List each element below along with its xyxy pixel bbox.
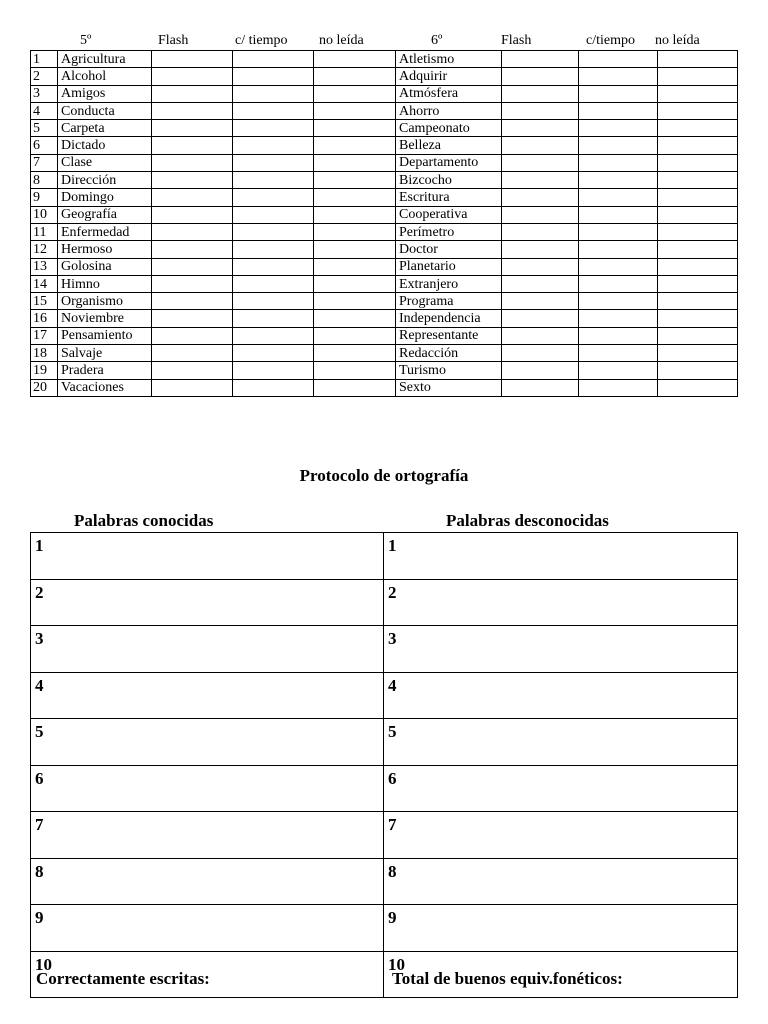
word-list-body [31, 51, 738, 397]
table-row [31, 310, 738, 327]
flash-cell-6[interactable] [502, 223, 579, 240]
word-grade-5: Golosina [58, 258, 152, 275]
row-number: 1 [31, 51, 58, 68]
unknown-word-cell[interactable]: 9 [384, 905, 738, 952]
word-grade-5: Domingo [58, 189, 152, 206]
unread-cell-5[interactable] [314, 379, 396, 396]
timed-cell-5[interactable] [233, 189, 314, 206]
protocol-body [31, 533, 738, 998]
row-number: 6 [31, 137, 58, 154]
word-grade-6: Sexto [396, 379, 502, 396]
unread-cell-5[interactable] [314, 172, 396, 189]
known-word-cell[interactable]: 1 [31, 533, 384, 580]
word-grade-6: Escritura [396, 189, 502, 206]
unread-cell-5[interactable] [314, 345, 396, 362]
word-grade-5: Vacaciones [58, 379, 152, 396]
row-number: 9 [31, 189, 58, 206]
row-number: 10 [31, 206, 58, 223]
unknown-word-cell[interactable]: 10 [384, 951, 738, 998]
word-grade-6: Extranjero [396, 275, 502, 292]
table-row [31, 275, 738, 292]
table-row [31, 206, 738, 223]
word-grade-6: Atletismo [396, 51, 502, 68]
timed-cell-5[interactable] [233, 51, 314, 68]
table-row [31, 327, 738, 344]
flash-cell-6[interactable] [502, 189, 579, 206]
timed-cell-5[interactable] [233, 206, 314, 223]
word-grade-6: Adquirir [396, 68, 502, 85]
table-row [31, 68, 738, 85]
table-row [31, 137, 738, 154]
known-word-cell[interactable]: 7 [31, 812, 384, 859]
known-word-cell[interactable]: 6 [31, 765, 384, 812]
word-grade-6: Independencia [396, 310, 502, 327]
word-grade-5: Organismo [58, 293, 152, 310]
flash-cell-6[interactable] [502, 362, 579, 379]
flash-cell-6[interactable] [502, 206, 579, 223]
flash-cell-5[interactable] [152, 102, 233, 119]
timed-cell-5[interactable] [233, 293, 314, 310]
protocol-row [31, 672, 738, 719]
unknown-words-header: Palabras desconocidas [446, 511, 609, 530]
unread-cell-6[interactable] [658, 362, 738, 379]
word-grade-5: Pensamiento [58, 327, 152, 344]
flash-cell-6[interactable] [502, 51, 579, 68]
protocol-row [31, 579, 738, 626]
row-number: 12 [31, 241, 58, 258]
unread-cell-6[interactable] [658, 310, 738, 327]
timed-cell-5[interactable] [233, 120, 314, 137]
table-row [31, 172, 738, 189]
timed-cell-6[interactable] [579, 51, 658, 68]
unread-cell-5[interactable] [314, 258, 396, 275]
timed-cell-6[interactable] [579, 379, 658, 396]
unread-cell-6[interactable] [658, 206, 738, 223]
unread-cell-6[interactable] [658, 85, 738, 102]
unread-cell-5[interactable] [314, 275, 396, 292]
unread-cell-6[interactable] [658, 51, 738, 68]
unread-cell-6[interactable] [658, 223, 738, 240]
protocol-row [31, 812, 738, 859]
unread-cell-5[interactable] [314, 241, 396, 258]
flash-cell-5[interactable] [152, 362, 233, 379]
unread-cell-6[interactable] [658, 137, 738, 154]
unread-cell-6[interactable] [658, 120, 738, 137]
table-row [31, 51, 738, 68]
word-grade-5: Noviembre [58, 310, 152, 327]
known-word-cell[interactable]: 4 [31, 672, 384, 719]
word-grade-6: Perímetro [396, 223, 502, 240]
word-grade-5: Geografía [58, 206, 152, 223]
table-row [31, 154, 738, 171]
flash-cell-5[interactable] [152, 154, 233, 171]
protocol-row [31, 533, 738, 580]
flash-cell-6[interactable] [502, 310, 579, 327]
row-number: 8 [31, 172, 58, 189]
protocol-row [31, 905, 738, 952]
timed-cell-6[interactable] [579, 345, 658, 362]
flash-cell-6[interactable] [502, 327, 579, 344]
flash-cell-6[interactable] [502, 85, 579, 102]
known-word-cell[interactable]: 8 [31, 858, 384, 905]
protocol-row [31, 858, 738, 905]
table-row [31, 379, 738, 396]
flash-cell-6[interactable] [502, 154, 579, 171]
timed-cell-6[interactable] [579, 206, 658, 223]
row-number: 18 [31, 345, 58, 362]
flash-cell-5[interactable] [152, 137, 233, 154]
word-grade-6: Programa [396, 293, 502, 310]
timed-cell-6[interactable] [579, 223, 658, 240]
known-word-cell[interactable]: 9 [31, 905, 384, 952]
timed-cell-5[interactable] [233, 258, 314, 275]
flash-cell-6[interactable] [502, 120, 579, 137]
grade-6-header: 6º [431, 33, 443, 48]
grade-5-header: 5º [80, 33, 92, 48]
protocol-row [31, 765, 738, 812]
timed-cell-6[interactable] [579, 241, 658, 258]
word-grade-6: Cooperativa [396, 206, 502, 223]
timed-cell-5[interactable] [233, 241, 314, 258]
timed-cell-6[interactable] [579, 68, 658, 85]
timed-cell-6[interactable] [579, 293, 658, 310]
word-grade-6: Campeonato [396, 120, 502, 137]
timed-cell-6[interactable] [579, 120, 658, 137]
table-row [31, 85, 738, 102]
row-number: 15 [31, 293, 58, 310]
timed-cell-5[interactable] [233, 102, 314, 119]
flash-cell-5[interactable] [152, 327, 233, 344]
timed-cell-5[interactable] [233, 223, 314, 240]
unknown-word-cell[interactable]: 4 [384, 672, 738, 719]
flash-cell-5[interactable] [152, 189, 233, 206]
word-grade-5: Pradera [58, 362, 152, 379]
known-words-header: Palabras conocidas [74, 511, 214, 530]
word-grade-5: Carpeta [58, 120, 152, 137]
timed-cell-6[interactable] [579, 275, 658, 292]
unread-cell-5[interactable] [314, 85, 396, 102]
unread-cell-5[interactable] [314, 310, 396, 327]
table-row [31, 293, 738, 310]
unread-cell-5[interactable] [314, 154, 396, 171]
row-number: 5 [31, 120, 58, 137]
flash-header-6: Flash [501, 33, 532, 48]
row-number: 7 [31, 154, 58, 171]
unread-cell-5[interactable] [314, 137, 396, 154]
row-number: 4 [31, 102, 58, 119]
row-number: 3 [31, 85, 58, 102]
timed-cell-5[interactable] [233, 345, 314, 362]
table-row [31, 362, 738, 379]
unread-cell-6[interactable] [658, 68, 738, 85]
timed-cell-6[interactable] [579, 258, 658, 275]
flash-cell-5[interactable] [152, 68, 233, 85]
timed-cell-6[interactable] [579, 172, 658, 189]
unread-header-5: no leída [319, 33, 364, 48]
unread-cell-6[interactable] [658, 189, 738, 206]
unknown-word-cell[interactable]: 6 [384, 765, 738, 812]
table-row [31, 120, 738, 137]
timed-cell-6[interactable] [579, 327, 658, 344]
flash-cell-6[interactable] [502, 241, 579, 258]
flash-cell-5[interactable] [152, 206, 233, 223]
table-row [31, 258, 738, 275]
flash-cell-6[interactable] [502, 102, 579, 119]
flash-cell-6[interactable] [502, 379, 579, 396]
timed-cell-6[interactable] [579, 154, 658, 171]
word-grade-6: Redacción [396, 345, 502, 362]
timed-cell-5[interactable] [233, 275, 314, 292]
flash-cell-5[interactable] [152, 172, 233, 189]
flash-cell-5[interactable] [152, 241, 233, 258]
protocol-row [31, 719, 738, 766]
unknown-word-cell[interactable]: 7 [384, 812, 738, 859]
timed-cell-5[interactable] [233, 362, 314, 379]
unread-cell-5[interactable] [314, 206, 396, 223]
known-word-cell[interactable]: 10 [31, 951, 384, 998]
phonetic-equivalents-label: Total de buenos equiv.fonéticos: [392, 969, 623, 988]
known-word-cell[interactable]: 2 [31, 579, 384, 626]
word-grade-5: Dictado [58, 137, 152, 154]
word-grade-6: Representante [396, 327, 502, 344]
unread-cell-6[interactable] [658, 379, 738, 396]
word-grade-5: Hermoso [58, 241, 152, 258]
unread-cell-6[interactable] [658, 345, 738, 362]
flash-header-5: Flash [158, 33, 189, 48]
word-grade-5: Conducta [58, 102, 152, 119]
known-word-cell[interactable]: 3 [31, 626, 384, 673]
unknown-word-cell[interactable]: 2 [384, 579, 738, 626]
flash-cell-5[interactable] [152, 293, 233, 310]
flash-cell-5[interactable] [152, 120, 233, 137]
flash-cell-5[interactable] [152, 258, 233, 275]
row-number: 13 [31, 258, 58, 275]
timed-cell-5[interactable] [233, 379, 314, 396]
word-grade-6: Doctor [396, 241, 502, 258]
unread-cell-6[interactable] [658, 293, 738, 310]
flash-cell-6[interactable] [502, 68, 579, 85]
unread-cell-5[interactable] [314, 189, 396, 206]
known-word-cell[interactable]: 5 [31, 719, 384, 766]
flash-cell-5[interactable] [152, 310, 233, 327]
flash-cell-6[interactable] [502, 293, 579, 310]
row-number: 19 [31, 362, 58, 379]
timed-cell-6[interactable] [579, 362, 658, 379]
table-row [31, 345, 738, 362]
flash-cell-6[interactable] [502, 275, 579, 292]
flash-cell-5[interactable] [152, 275, 233, 292]
row-number: 16 [31, 310, 58, 327]
row-number: 11 [31, 223, 58, 240]
unknown-word-cell[interactable]: 8 [384, 858, 738, 905]
word-grade-5: Salvaje [58, 345, 152, 362]
timed-cell-6[interactable] [579, 189, 658, 206]
word-grade-5: Agricultura [58, 51, 152, 68]
flash-cell-6[interactable] [502, 137, 579, 154]
unread-cell-5[interactable] [314, 327, 396, 344]
correctly-written-label: Correctamente escritas: [36, 969, 210, 988]
flash-cell-5[interactable] [152, 85, 233, 102]
row-number: 17 [31, 327, 58, 344]
timed-cell-6[interactable] [579, 102, 658, 119]
unread-cell-6[interactable] [658, 241, 738, 258]
word-grade-5: Amigos [58, 85, 152, 102]
timed-cell-6[interactable] [579, 310, 658, 327]
word-grade-5: Enfermedad [58, 223, 152, 240]
row-number: 20 [31, 379, 58, 396]
table-row [31, 241, 738, 258]
word-grade-6: Belleza [396, 137, 502, 154]
row-number: 14 [31, 275, 58, 292]
unread-cell-5[interactable] [314, 68, 396, 85]
word-grade-5: Himno [58, 275, 152, 292]
protocol-row [31, 626, 738, 673]
unread-cell-6[interactable] [658, 327, 738, 344]
unread-cell-5[interactable] [314, 223, 396, 240]
word-grade-6: Atmósfera [396, 85, 502, 102]
flash-cell-6[interactable] [502, 345, 579, 362]
timed-cell-6[interactable] [579, 85, 658, 102]
flash-cell-5[interactable] [152, 345, 233, 362]
unread-cell-6[interactable] [658, 172, 738, 189]
unread-header-6: no leída [655, 33, 700, 48]
word-grade-5: Clase [58, 154, 152, 171]
row-number: 2 [31, 68, 58, 85]
timed-cell-5[interactable] [233, 172, 314, 189]
flash-cell-5[interactable] [152, 379, 233, 396]
unread-cell-6[interactable] [658, 275, 738, 292]
word-grade-6: Turismo [396, 362, 502, 379]
word-grade-6: Planetario [396, 258, 502, 275]
unread-cell-6[interactable] [658, 102, 738, 119]
flash-cell-6[interactable] [502, 258, 579, 275]
table-row [31, 189, 738, 206]
unread-cell-6[interactable] [658, 258, 738, 275]
timed-cell-5[interactable] [233, 310, 314, 327]
timed-cell-5[interactable] [233, 137, 314, 154]
timed-header-5: c/ tiempo [235, 33, 288, 48]
timed-cell-5[interactable] [233, 327, 314, 344]
timed-cell-5[interactable] [233, 68, 314, 85]
timed-cell-5[interactable] [233, 85, 314, 102]
unread-cell-5[interactable] [314, 362, 396, 379]
word-grade-5: Alcohol [58, 68, 152, 85]
protocol-title: Protocolo de ortografía [299, 466, 469, 485]
flash-cell-5[interactable] [152, 51, 233, 68]
word-grade-6: Ahorro [396, 102, 502, 119]
flash-cell-6[interactable] [502, 172, 579, 189]
unread-cell-5[interactable] [314, 293, 396, 310]
timed-header-6: c/tiempo [586, 33, 635, 48]
unknown-word-cell[interactable]: 3 [384, 626, 738, 673]
unknown-word-cell[interactable]: 5 [384, 719, 738, 766]
unread-cell-6[interactable] [658, 154, 738, 171]
unread-cell-5[interactable] [314, 120, 396, 137]
unknown-word-cell[interactable]: 1 [384, 533, 738, 580]
timed-cell-5[interactable] [233, 154, 314, 171]
table-row [31, 102, 738, 119]
word-grade-5: Dirección [58, 172, 152, 189]
unread-cell-5[interactable] [314, 102, 396, 119]
word-grade-6: Departamento [396, 154, 502, 171]
word-list-header [0, 32, 768, 50]
table-row [31, 223, 738, 240]
flash-cell-5[interactable] [152, 223, 233, 240]
word-list-table [30, 50, 738, 397]
protocol-table [30, 532, 738, 998]
unread-cell-5[interactable] [314, 51, 396, 68]
word-grade-6: Bizcocho [396, 172, 502, 189]
timed-cell-6[interactable] [579, 137, 658, 154]
